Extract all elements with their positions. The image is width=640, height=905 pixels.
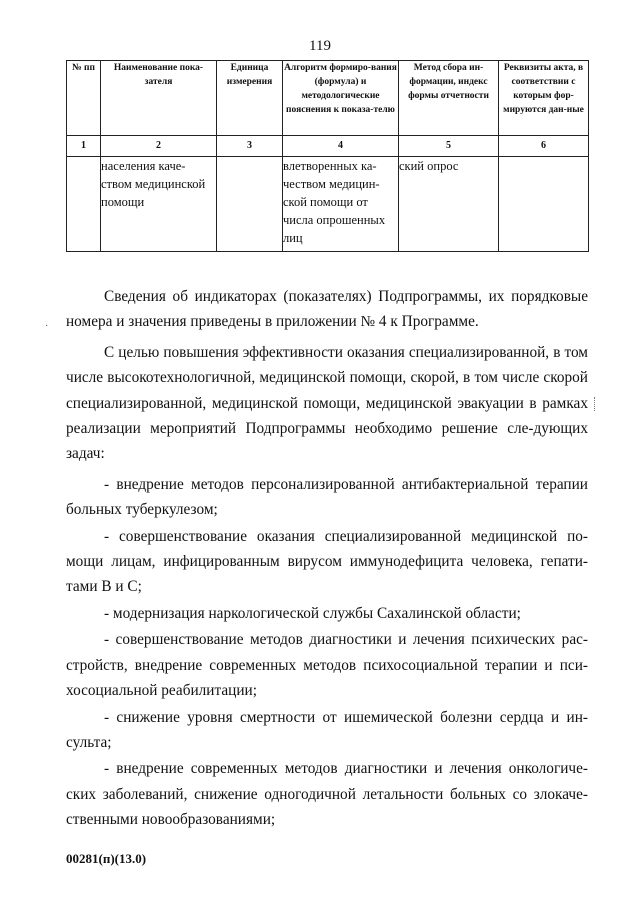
column-number: 2 <box>101 136 217 157</box>
column-number: 3 <box>217 136 283 157</box>
task-list-item: - совершенствование оказания специализированной медицинской по-мощи лицам, инфицированным вирусом иммунодефицита человека, гепати-тами В и С; <box>66 527 588 596</box>
indicators-table <box>66 60 589 252</box>
table-cell-algorithm: влетворенных ка-чеством медицин-ской помощи от числа опрошенных лиц <box>283 157 399 252</box>
margin-dot: · <box>45 321 49 332</box>
header-algorithm: Алгоритм формиро-вания (формула) и методологические пояснения к показа-телю <box>283 61 399 136</box>
task-list-item: - снижение уровня смертности от ишемической болезни сердца и ин-сульта; <box>66 708 588 751</box>
paragraph-tasks-intro: С целью повышения эффективности оказания специализированной, в том числе высокотехнологичной, медицинской помощи, скорой, в том числе скорой специализированной, медицинской помощи, медицинской эвакуации в рамках реализации мероприятий Подпрограммы необходимо решение сле-дующих задач: <box>66 343 588 463</box>
header-number: № пп <box>67 61 101 136</box>
table-column-numbers-row <box>67 136 589 157</box>
header-act-details: Реквизиты акта, в соответствии с которым фор-мируются дан-ные <box>499 61 589 136</box>
column-number: 6 <box>499 136 589 157</box>
body-text <box>66 284 588 834</box>
table-cell-number <box>67 157 101 252</box>
task-list-item: - внедрение методов персонализированной антибактериальной терапии больных туберкулезом; <box>66 475 588 519</box>
task-list-item: - внедрение современных методов диагностики и лечения онкологиче-ских заболеваний, снижение одногодичной летальности больных со злокаче-ственными новообразованиями; <box>66 760 588 829</box>
header-unit: Единица измерения <box>217 61 283 136</box>
column-number: 1 <box>67 136 101 157</box>
page-number: 119 <box>309 38 331 54</box>
column-number: 5 <box>399 136 499 157</box>
table-cell-collection-method: ский опрос <box>399 157 499 252</box>
margin-scan-mark <box>594 397 596 411</box>
table-row <box>67 157 589 252</box>
table-cell-indicator-name: населения каче-ством медицинской помощи <box>101 157 217 252</box>
table-cell-unit <box>217 157 283 252</box>
table-cell-act-details <box>499 157 589 252</box>
document-code: 00281(п)(13.0) <box>66 851 147 866</box>
paragraph-indicators-reference: Сведения об индикаторах (показателях) Подпрограммы, их порядковые номера и значения приведены в приложении № 4 к Программе. <box>66 288 588 331</box>
task-list-item: - совершенствование методов диагностики и лечения психических рас-стройств, внедрение современных методов психосоциальной терапии и пси-хосоциальной реабилитации; <box>66 631 588 700</box>
header-indicator-name: Наименование пока-зателя <box>101 61 217 136</box>
header-collection-method: Метод сбора ин-формации, индекс формы отчетности <box>399 61 499 136</box>
task-list-item: - модернизация наркологической службы Сахалинской области; <box>104 604 521 622</box>
table-header-row <box>67 61 589 136</box>
column-number: 4 <box>283 136 399 157</box>
